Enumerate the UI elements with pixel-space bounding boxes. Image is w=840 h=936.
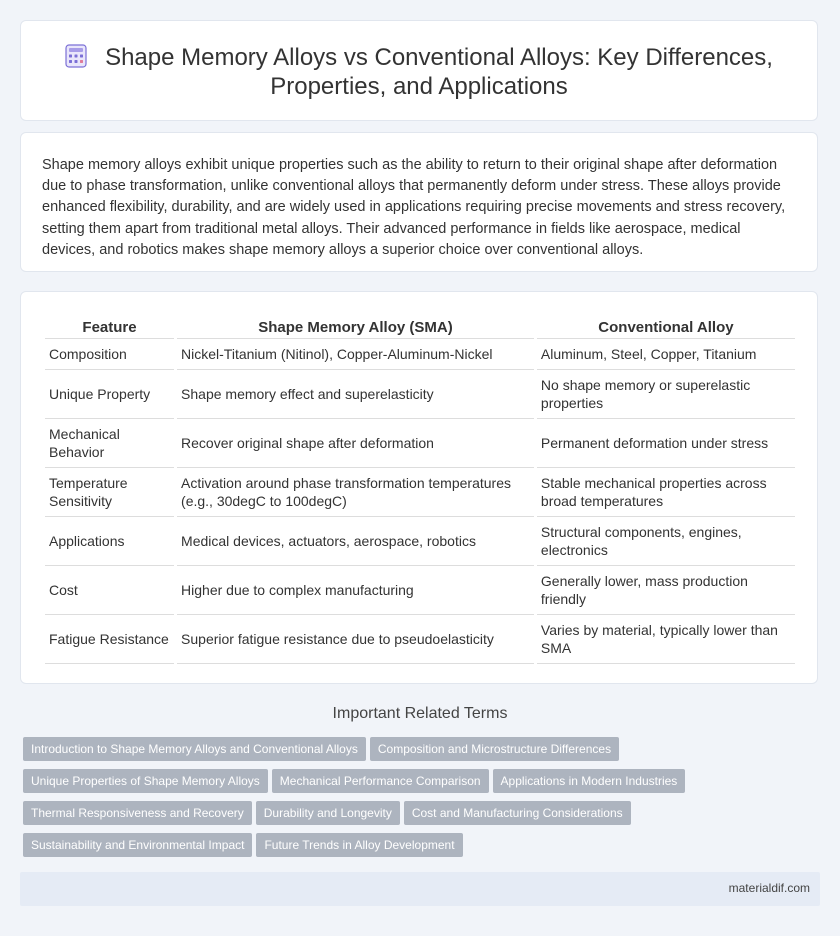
table-cell: Structural components, engines, electronics [537,517,795,566]
table-cell: Higher due to complex manufacturing [177,566,534,615]
table-cell: Shape memory effect and superelasticity [177,370,534,419]
table-cell: Activation around phase transformation temperatures (e.g., 30degC to 100degC) [177,468,534,517]
intro-card [20,132,818,272]
related-term-tag[interactable]: Introduction to Shape Memory Alloys and Conventional Alloys [23,737,366,761]
related-term-tag[interactable]: Unique Properties of Shape Memory Alloys [23,769,268,793]
table-cell: Unique Property [45,370,174,419]
related-term-tag[interactable]: Future Trends in Alloy Development [256,833,462,857]
table-row [45,517,795,566]
related-term-tag[interactable]: Sustainability and Environmental Impact [23,833,252,857]
calculator-icon [65,44,87,68]
footer-bar [20,872,820,906]
table-cell: No shape memory or superelastic properties [537,370,795,419]
table-row [45,419,795,468]
table-row [45,370,795,419]
related-term-tag[interactable]: Durability and Longevity [256,801,400,825]
table-row [45,339,795,370]
table-cell: Medical devices, actuators, aerospace, robotics [177,517,534,566]
related-terms-title: Important Related Terms [332,705,508,722]
related-term-tag[interactable]: Cost and Manufacturing Considerations [404,801,631,825]
header-sma: Shape Memory Alloy (SMA) [177,314,534,339]
header-card [20,20,818,121]
table-cell: Aluminum, Steel, Copper, Titanium [537,339,795,370]
comparison-table-card [20,291,818,684]
table-cell: Generally lower, mass production friendly [537,566,795,615]
table-cell: Permanent deformation under stress [537,419,795,468]
header-feature: Feature [45,314,174,339]
intro-paragraph: Shape memory alloys exhibit unique properties such as the ability to return to their original shape after deformation due to phase transformation, unlike conventional alloys that permanently deform under stress. These alloys provide enhanced flexibility, durability, and are widely used in applications requiring precise movements and stress recovery, setting them apart from traditional metal alloys. Their advanced performance in fields like aerospace, medical devices, and robotics makes shape memory alloys a superior choice over conventional alloys. [42,157,786,258]
table-cell: Nickel-Titanium (Nitinol), Copper-Aluminum-Nickel [177,339,534,370]
related-term-tag[interactable]: Mechanical Performance Comparison [272,769,489,793]
table-cell: Mechanical Behavior [45,419,174,468]
table-cell: Recover original shape after deformation [177,419,534,468]
table-cell: Composition [45,339,174,370]
related-term-tag[interactable]: Applications in Modern Industries [493,769,686,793]
table-header-row [45,314,795,339]
comparison-table [42,314,798,664]
header-conventional: Conventional Alloy [537,314,795,339]
page-title [61,43,777,101]
table-row [45,615,795,664]
table-cell: Varies by material, typically lower than SMA [537,615,795,664]
related-term-tag[interactable]: Thermal Responsiveness and Recovery [23,801,252,825]
table-cell: Superior fatigue resistance due to pseudoelasticity [177,615,534,664]
table-cell: Stable mechanical properties across broad temperatures [537,468,795,517]
related-terms-list [23,737,723,865]
table-cell: Applications [45,517,174,566]
page-title-text: Shape Memory Alloys vs Conventional Alloys: Key Differences, Properties, and Applications [105,44,773,100]
title-wrap [61,43,777,101]
related-term-tag[interactable]: Composition and Microstructure Differences [370,737,619,761]
table-row [45,468,795,517]
table-row [45,566,795,615]
table-cell: Fatigue Resistance [45,615,174,664]
footer-site-link[interactable]: materialdif.com [728,881,810,895]
table-cell: Cost [45,566,174,615]
table-cell: Temperature Sensitivity [45,468,174,517]
